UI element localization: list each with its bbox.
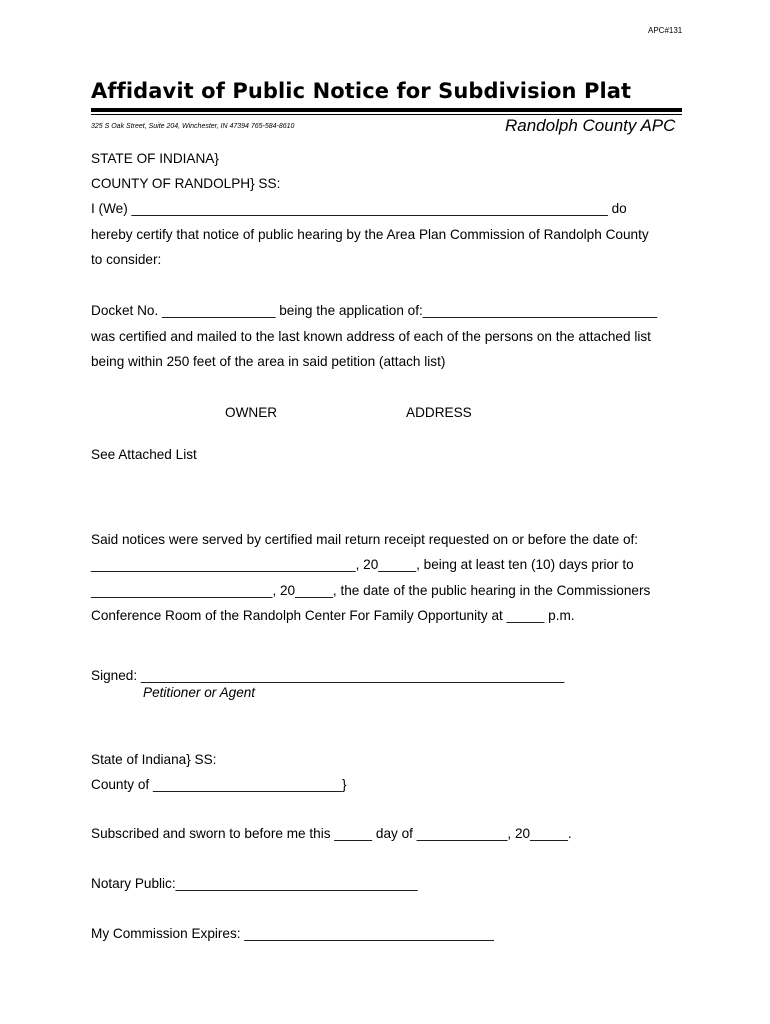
commission-expires-line: My Commission Expires: _________________________________ <box>91 926 494 941</box>
form-code: APC#131 <box>648 26 683 35</box>
certify-line-1: hereby certify that notice of public hearing by the Area Plan Commission of Randolph County <box>91 227 649 242</box>
office-address: 325 S Oak Street, Suite 204, Winchester, IN 47394 765-584-8610 <box>91 123 295 130</box>
petitioner-label: Petitioner or Agent <box>143 685 256 700</box>
document-title: Affidavit of Public Notice for Subdivision Plat <box>91 79 632 103</box>
county-line: COUNTY OF RANDOLPH} SS: <box>91 176 281 191</box>
served-line-2: ___________________________________, 20_____, being at least ten (10) days prior to <box>91 557 634 572</box>
state-ss-line: State of Indiana} SS: <box>91 752 217 767</box>
i-we-line: I (We) _______________________________________________________________ do <box>91 201 627 216</box>
county-of-line: County of _________________________} <box>91 777 347 792</box>
see-attached-list: See Attached List <box>91 447 197 462</box>
certify-line-2: to consider: <box>91 252 162 267</box>
signed-line: Signed: ________________________________________________________ <box>91 668 565 683</box>
subscribed-line: Subscribed and sworn to before me this _____ day of ____________, 20_____. <box>91 826 572 841</box>
address-column-header: ADDRESS <box>406 405 472 420</box>
state-line: STATE OF INDIANA} <box>91 151 219 166</box>
title-rule-thin <box>91 114 682 115</box>
owner-column-header: OWNER <box>225 405 278 420</box>
docket-line: Docket No. _______________ being the application of:_______________________________ <box>91 303 658 318</box>
organization-name: Randolph County APC <box>505 116 676 135</box>
mailed-line-2: being within 250 feet of the area in said petition (attach list) <box>91 354 446 369</box>
mailed-line-1: was certified and mailed to the last known address of each of the persons on the attached list <box>91 329 651 344</box>
served-line-1: Said notices were served by certified mail return receipt requested on or before the date of: <box>91 532 639 547</box>
title-rule-thick <box>91 108 682 112</box>
served-line-3: ________________________, 20_____, the date of the public hearing in the Commissioners <box>91 583 651 598</box>
notary-line: Notary Public:________________________________ <box>91 876 418 891</box>
served-line-4: Conference Room of the Randolph Center For Family Opportunity at _____ p.m. <box>91 608 575 623</box>
